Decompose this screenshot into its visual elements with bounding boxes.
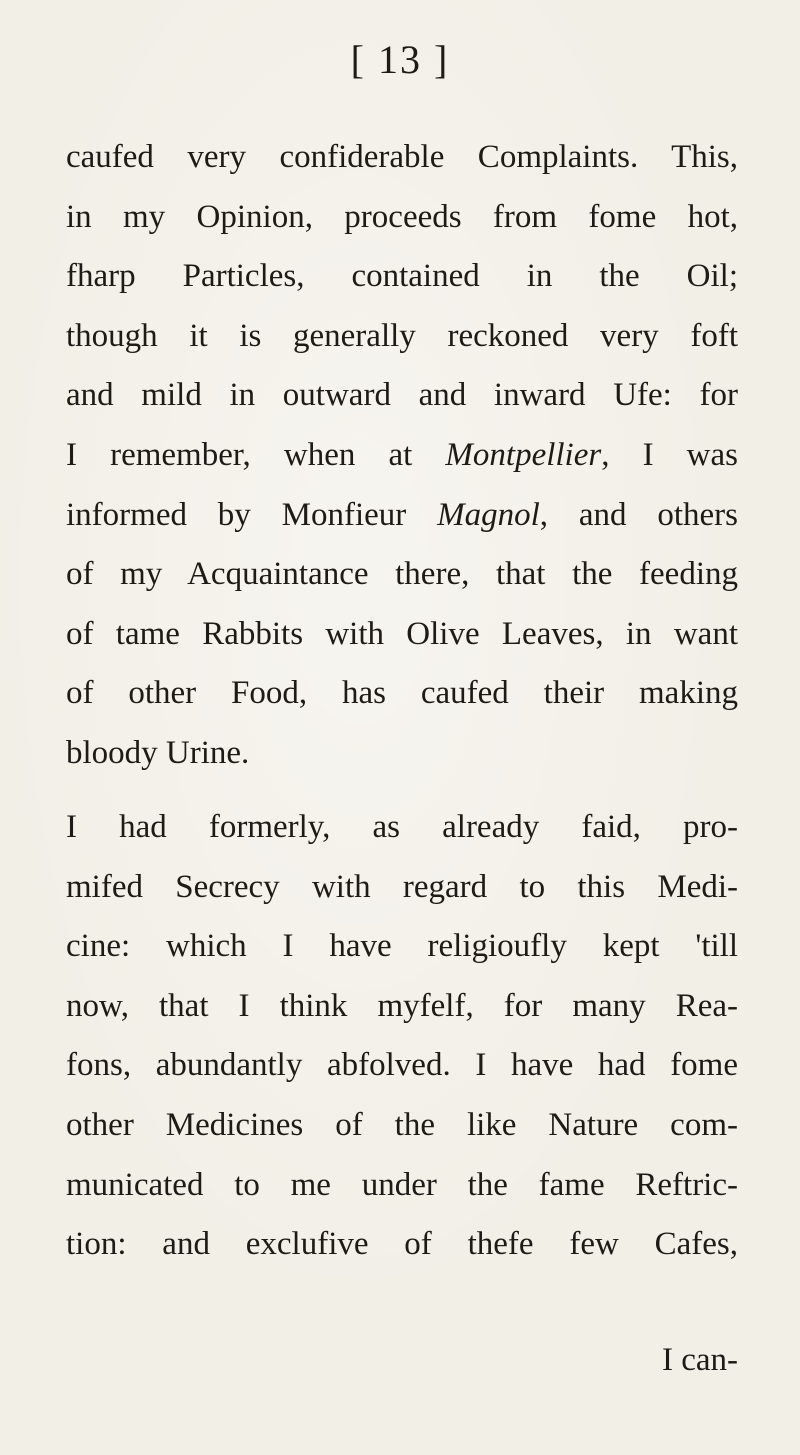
italic-proper-name: Montpellier bbox=[445, 436, 602, 473]
text-line: though it is generally reckoned very foft bbox=[66, 317, 738, 354]
text-line: fharp Particles, contained in the Oil; bbox=[66, 258, 738, 295]
text-line: bloody Urine. bbox=[66, 734, 250, 771]
text-line: caufed very confiderable Complaints. This, bbox=[66, 139, 738, 175]
text-line: mifed Secrecy with regard to this Medi- bbox=[66, 868, 738, 905]
paragraph-two bbox=[66, 798, 738, 1275]
paragraph-one bbox=[66, 128, 738, 784]
text-line: municated to me under the fame Reftric- bbox=[66, 1166, 738, 1203]
text-line: now, that I think myfelf, for many Rea- bbox=[66, 987, 738, 1024]
text-line: of other Food, has caufed their making bbox=[66, 675, 738, 712]
text-line-with-italic: informed by Monfieur Magnol, and others bbox=[66, 496, 738, 533]
text-line: fons, abundantly abfolved. I have had fome bbox=[66, 1047, 738, 1084]
text-line: in my Opinion, proceeds from fome hot, bbox=[66, 198, 738, 235]
text-line: other Medicines of the like Nature com- bbox=[66, 1106, 738, 1143]
text-line: cine: which I have religioufly kept 'till bbox=[66, 928, 738, 965]
page-number: [ 13 ] bbox=[350, 37, 450, 82]
catchword: I can- bbox=[661, 1342, 738, 1378]
text-line: and mild in outward and inward Ufe: for bbox=[66, 377, 738, 414]
italic-proper-name: Magnol bbox=[437, 496, 540, 533]
text-line: tion: and exclufive of thefe few Cafes, bbox=[66, 1226, 738, 1263]
text-line: I had formerly, as already faid, pro- bbox=[66, 809, 738, 845]
text-line: of my Acquaintance there, that the feeding bbox=[66, 556, 738, 593]
text-line: of tame Rabbits with Olive Leaves, in want bbox=[66, 615, 738, 652]
text-line-with-italic: I remember, when at Montpellier, I was bbox=[66, 436, 738, 473]
